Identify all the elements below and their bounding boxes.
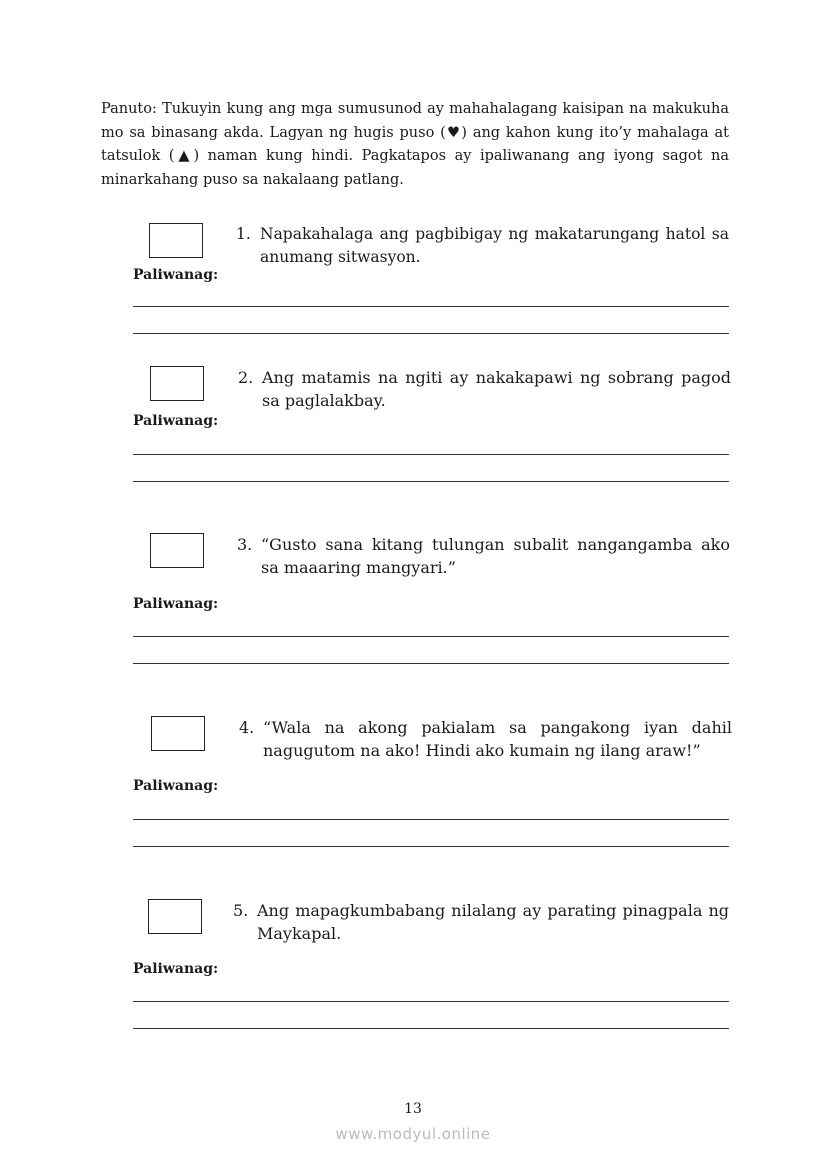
item-text: “Wala na akong pakialam sa pangakong iyan dahil nagugutom na ako! Hindi ako kumain ng ilang araw!” bbox=[263, 718, 732, 760]
instructions: Panuto: Tukuyin kung ang mga sumusunod ay mahahalagang kaisipan na makukuha mo sa binasang akda. Lagyan ng hugis puso (♥) ang kahon kung ito’y mahalaga at tatsulok (▲) naman kung hindi. Pagkatapos ay ipaliwanang ang iyong sagot na minarkahang puso sa nakalaang patlang. bbox=[101, 101, 729, 188]
answer-line[interactable] bbox=[133, 636, 729, 637]
item-statement bbox=[236, 223, 729, 269]
answer-line[interactable] bbox=[133, 481, 729, 482]
item-text: “Gusto sana kitang tulungan subalit nangangamba ako sa maaaring mangyari.” bbox=[261, 535, 730, 577]
item-text: Napakahalaga ang pagbibigay ng makatarungang hatol sa anumang sitwasyon. bbox=[260, 225, 729, 266]
explanation-label: Paliwanag: bbox=[133, 267, 219, 283]
explanation-label: Paliwanag: bbox=[133, 413, 219, 429]
item-number: 1. bbox=[236, 225, 251, 243]
item-number: 2. bbox=[238, 368, 254, 387]
explanation-label: Paliwanag: bbox=[133, 596, 219, 612]
answer-line[interactable] bbox=[133, 846, 729, 847]
explanation-label: Paliwanag: bbox=[133, 961, 219, 977]
answer-line[interactable] bbox=[133, 454, 729, 455]
item-number: 5. bbox=[233, 901, 249, 920]
answer-line[interactable] bbox=[133, 663, 729, 664]
page-number: 13 bbox=[404, 1101, 422, 1117]
item-statement bbox=[238, 366, 731, 412]
item-text: Ang matamis na ngiti ay nakakapawi ng sobrang pagod sa paglalakbay. bbox=[262, 368, 731, 410]
item-statement bbox=[233, 899, 729, 945]
explanation-label: Paliwanag: bbox=[133, 778, 219, 794]
answer-box[interactable] bbox=[150, 366, 204, 401]
answer-line[interactable] bbox=[133, 306, 729, 307]
answer-box[interactable] bbox=[149, 223, 203, 258]
item-text: Ang mapagkumbabang nilalang ay parating pinagpala ng Maykapal. bbox=[257, 901, 729, 943]
answer-box[interactable] bbox=[151, 716, 205, 751]
answer-line[interactable] bbox=[133, 1001, 729, 1002]
item-statement bbox=[237, 533, 730, 579]
answer-line[interactable] bbox=[133, 333, 729, 334]
answer-line[interactable] bbox=[133, 1028, 729, 1029]
item-number: 3. bbox=[237, 535, 253, 554]
answer-box[interactable] bbox=[150, 533, 204, 568]
item-number: 4. bbox=[239, 718, 255, 737]
watermark: www.modyul.online bbox=[335, 1125, 491, 1143]
item-statement bbox=[239, 716, 732, 762]
answer-box[interactable] bbox=[148, 899, 202, 934]
answer-line[interactable] bbox=[133, 819, 729, 820]
